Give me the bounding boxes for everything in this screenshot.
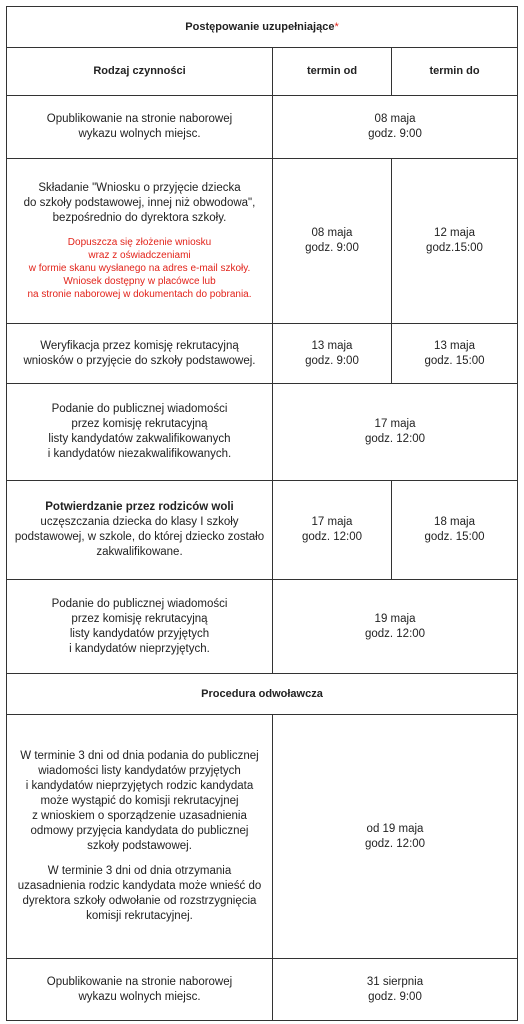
activity-line: Składanie "Wniosku o przyjęcie dziecka xyxy=(38,182,241,194)
table-row xyxy=(7,96,518,159)
time-text: godz. 9:00 xyxy=(368,990,422,1003)
table-row xyxy=(7,324,518,384)
date-text: 13 maja xyxy=(311,339,353,352)
from-cell xyxy=(273,159,392,324)
required-asterisk: * xyxy=(334,20,339,33)
note-line: wraz z oświadczeniami xyxy=(88,250,191,261)
activity-line: przez komisję rekrutacyjną xyxy=(71,418,208,430)
time-text: godz.15:00 xyxy=(426,242,483,254)
activity-cell xyxy=(7,481,273,580)
from-cell xyxy=(273,324,392,384)
date-cell xyxy=(273,580,518,674)
time-text: godz. 12:00 xyxy=(364,627,426,640)
section-header-row xyxy=(7,7,518,48)
activity-line: Podanie do publicznej wiadomości xyxy=(51,597,228,610)
note-text xyxy=(11,236,268,301)
time-text: godz. 15:00 xyxy=(424,531,485,543)
to-cell xyxy=(392,481,518,580)
activity-cell xyxy=(7,580,273,674)
activity-line: wiadomości listy kandydatów przyjętych xyxy=(38,765,241,777)
time-text: godz. 9:00 xyxy=(305,242,359,254)
activity-cell xyxy=(7,715,273,959)
activity-cell xyxy=(7,324,273,384)
activity-cell xyxy=(7,96,273,159)
time-text: godz. 15:00 xyxy=(424,354,485,367)
activity-line: W terminie 3 dni od dnia podania do publicznej xyxy=(20,750,259,762)
column-header-from: termin od xyxy=(273,48,392,96)
activity-line: wykazu wolnych miejsc. xyxy=(78,128,201,140)
date-text: 18 maja xyxy=(434,516,475,528)
note-line: Dopuszcza się złożenie wniosku xyxy=(67,237,212,248)
activity-line: listy kandydatów zakwalifikowanych xyxy=(48,433,231,445)
time-text: godz. 12:00 xyxy=(301,531,363,543)
activity-line: wykazu wolnych miejsc. xyxy=(78,990,201,1003)
date-text: 31 sierpnia xyxy=(366,975,424,988)
activity-line: uczęszczania dziecka do klasy I szkoły xyxy=(40,516,239,528)
time-text: godz. 9:00 xyxy=(305,354,359,367)
date-text: od 19 maja xyxy=(366,822,424,835)
second-paragraph xyxy=(11,864,268,924)
activity-line: i kandydatów niezakwalifikowanych. xyxy=(47,448,232,460)
note-line: w formie skanu wysłanego na adres e-mail szkoły. xyxy=(28,263,251,274)
date-cell xyxy=(273,96,518,159)
date-cell xyxy=(273,959,518,1021)
section-header-row xyxy=(7,674,518,715)
activity-line: przez komisję rekrutacyjną xyxy=(71,612,208,625)
activity-cell xyxy=(7,384,273,481)
activity-line: Opublikowanie na stronie naborowej xyxy=(46,113,233,125)
section-title: Procedura odwoławcza xyxy=(7,674,518,715)
time-text: godz. 12:00 xyxy=(364,433,426,445)
date-text: 17 maja xyxy=(374,418,416,430)
activity-line: podstawowej, w szkole, do której dziecko zostało xyxy=(14,531,265,543)
date-text: 17 maja xyxy=(311,516,353,528)
date-text: 19 maja xyxy=(374,612,416,625)
date-text: 12 maja xyxy=(434,227,475,239)
note-line: Wniosek dostępny w placówce lub xyxy=(63,276,216,287)
activity-line: komisji rekrutacyjnej. xyxy=(86,910,193,922)
activity-line: Opublikowanie na stronie naborowej xyxy=(46,975,233,988)
activity-line: listy kandydatów przyjętych xyxy=(69,627,210,640)
activity-line: bezpośrednio do dyrektora szkoły. xyxy=(52,212,227,224)
time-text: godz. 9:00 xyxy=(368,128,422,140)
note-line: na stronie naborowej w dokumentach do pobrania. xyxy=(27,289,252,300)
activity-bold-line: Potwierdzanie przez rodziców woli xyxy=(45,501,234,513)
table-row xyxy=(7,159,518,324)
activity-line: odmowy przyjęcia kandydata do publicznej xyxy=(30,825,249,837)
section-title xyxy=(7,7,518,48)
table-row xyxy=(7,959,518,1021)
date-text: 08 maja xyxy=(374,113,416,125)
activity-line: dyrektora szkoły odwołanie od rozstrzygnięcia xyxy=(22,895,257,907)
column-header-row xyxy=(7,48,518,96)
date-cell xyxy=(273,715,518,959)
activity-cell xyxy=(7,959,273,1021)
table-row xyxy=(7,481,518,580)
to-cell xyxy=(392,324,518,384)
table-row xyxy=(7,580,518,674)
from-cell xyxy=(273,481,392,580)
date-text: 13 maja xyxy=(434,339,475,352)
table-row xyxy=(7,715,518,959)
table-row xyxy=(7,384,518,481)
activity-line: W terminie 3 dni od dnia otrzymania xyxy=(47,865,232,877)
activity-line: Weryfikacja przez komisję rekrutacyjną xyxy=(40,339,239,352)
activity-line: i kandydatów nieprzyjętych. xyxy=(69,642,210,655)
activity-line: i kandydatów nieprzyjętych rodzic kandydata xyxy=(25,780,254,792)
column-header-to: termin do xyxy=(392,48,518,96)
section-title-text: Postępowanie uzupełniające xyxy=(185,20,335,33)
activity-line: zakwalifikowane. xyxy=(96,546,183,558)
time-text: godz. 12:00 xyxy=(364,837,426,850)
activity-line: uzasadnienia rodzic kandydata może wnieść do xyxy=(17,880,262,892)
activity-line: szkoły podstawowej. xyxy=(87,840,192,852)
recruitment-schedule-table xyxy=(6,6,518,1021)
activity-line: może wystąpić do komisji rekrutacyjnej xyxy=(40,795,239,807)
activity-line: do szkoły podstawowej, innej niż obwodowa", xyxy=(23,197,256,209)
date-text: 08 maja xyxy=(311,227,353,239)
date-cell xyxy=(273,384,518,481)
activity-line: wniosków o przyjęcie do szkoły podstawowej. xyxy=(23,354,256,367)
activity-line: z wnioskiem o sporządzenie uzasadnienia xyxy=(32,810,247,822)
column-header-activity: Rodzaj czynności xyxy=(7,48,273,96)
activity-line: Podanie do publicznej wiadomości xyxy=(51,403,228,415)
activity-cell xyxy=(7,159,273,324)
to-cell xyxy=(392,159,518,324)
